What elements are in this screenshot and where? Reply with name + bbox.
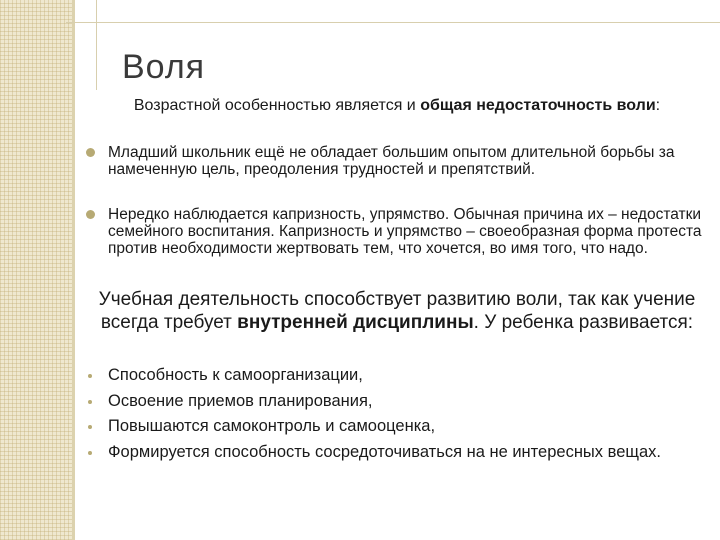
list-item-text: Повышаются самоконтроль и самооценка, [108,417,436,435]
bullet-item [86,144,704,178]
list-item [86,392,706,412]
bullet-dot-icon [86,148,95,157]
para2-end: . У ребенка развивается: [473,312,694,333]
list-item [86,443,706,463]
slide-title: Воля [122,48,206,86]
frame-line-horizontal [66,22,720,23]
list-item [86,366,706,386]
para2-bold-text: внутренней дисциплины [237,312,474,333]
list-item-text: Способность к самоорганизации, [108,366,363,384]
intro-text: Возрастной особенностью является и [133,97,421,114]
decorative-side-band [0,0,72,540]
bullet-dot-icon [86,210,95,219]
intro-end: : [655,97,661,114]
small-bullet-icon [88,451,92,455]
learning-paragraph [86,288,708,334]
para2-text: Учебная деятельность способствует развитию воли, так как учение всегда требует [98,289,696,333]
small-bullet-icon [88,374,92,378]
intro-paragraph [86,96,708,115]
list-item-text: Освоение приемов планирования, [108,391,373,410]
bullet-text: Младший школьник ещё не обладает большим опытом длительной борьбы за намеченную цель, преодоления трудностей и препятствий. [108,144,675,178]
list-item-text: Формируется способность сосредоточиваться на не интересных вещах. [108,442,661,461]
small-bullet-icon [88,425,92,429]
list-item [86,417,706,437]
intro-bold-text: общая недостаточность воли [420,97,656,114]
frame-line-vertical [96,0,97,90]
development-list [86,366,706,468]
small-bullet-icon [88,400,92,404]
bullet-text: Нередко наблюдается капризность, упрямство. Обычная причина их – недостатки семейного воспитания. Капризность и упрямство – своеобразная форма протеста против необходимости жертвовать тем, что хочется, во имя того, что надо. [108,206,702,257]
bullet-item [86,206,704,257]
band-edge-divider [72,0,75,540]
